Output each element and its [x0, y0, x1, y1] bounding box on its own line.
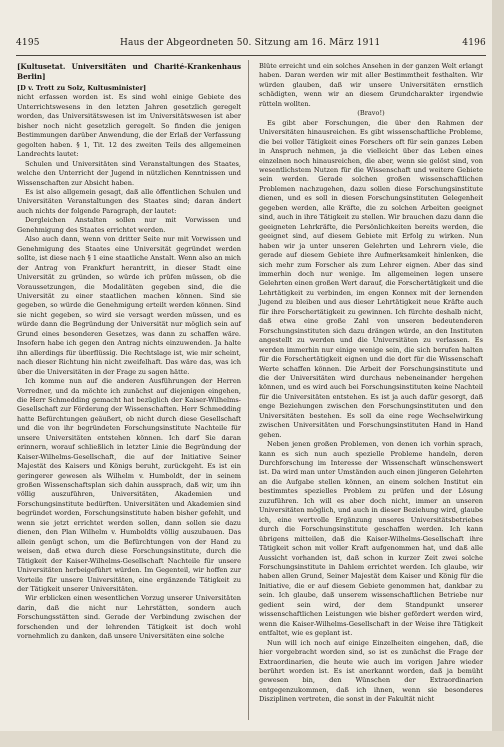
page-bottom-edge	[0, 731, 504, 747]
paragraph: Also auch dann, wenn von dritter Seite nur mit Vorwissen und Genehmigung des Staates eine Universität gegründet werden sollte, ist diese nach § 1 eine staatliche Anstalt. Wenn also an mich der Antrag von Frankfurt herantritt, in dieser Stadt eine Universität zu gründen, so würde ich prüfen müssen, ob die Voraussetzungen, die Modalitäten gegeben sind, die die Universität zu einer staatlichen machen können. Sind sie gegeben, so würde die Genehmigung erteilt werden können. Sind sie nicht gegeben, so wird sie versagt werden müssen, und es würde dann die Begründung der Universität nur möglich sein auf Grund eines besonderen Gesetzes, was dann zu schaffen wäre. Insofern habe ich gegen den Antrag nichts einzuwenden. Ja halte ihn allerdings für überflüssig. Die Rechtslage ist, wie mir scheint, nach dieser Richtung hin nicht zweifelhaft. Das wäre das, was ich über die Universitäten in der Frage zu sagen hätte.	[17, 235, 241, 376]
quoted-text: Dergleichen Anstalten sollen nur mit Vorwissen und Genehmigung des Staates errichtet werden.	[17, 216, 241, 234]
speaker-name: [D v. Trott zu Solz, Kultusminister]	[17, 84, 147, 92]
paragraph: Es gibt aber Forschungen, die über den Rahmen der Universitäten hinausreichen. Es gibt wissenschaftliche Probleme, die bei voller Tätigkeit eines Forschers oft für sein ganzes Leben in Anspruch nehmen, ja die vielleicht über das Leben eines einzelnen noch hinausreichen, die aber, wenn sie gelöst sind, von wesentlichstem Nutzen für die Wissenschaft und weitere Gebiete sein werden. Gerade solchen großen wissenschaftlichen Problemen nachzugehen, dazu sollen diese Forschungsinstitute dienen, und es soll in diesen Forschungsinstituten Gelegenheit gegeben werden, alle Kräfte, die zu solchen Arbeiten geeignet sind, auch in ihre Tätigkeit zu stellen. Wir brauchen dazu dann die geeigneten Lehrkräfte, die Persönlichkeiten bereits werden, die geeignet sind, auf diesem Gebiete mit Erfolg zu wirken. Nun haben wir ja unter unseren Gelehrten und Lehrern viele, die gerade auf diesem Gebiete ihre Aufmerksamkeit hinlenken, die sich mehr zum Forscher als zum Lehrer eignen. Aber das sind immerhin doch nur wenige. Im allgemeinen legen unsere Gelehrten einen großen Wert darauf, die Forschertätigkeit und die Lehrtätigkeit zu verbinden, im engen Konnex mit der lernenden Jugend zu bleiben und aus dieser Lehrtätigkeit neue Kräfte auch für ihre Forschertätigkeit zu gewinnen. Ich fürchte deshalb nicht, daß etwa eine große Zahl von unseren bedeutenderen Forschungsinstituten sich dazu drängen würde, an den Instituten angestellt zu werden und die Universitäten zu verlassen. Es werden immerhin nur einige wenige sein, die sich berufen halten für die Forschertätigkeit eignen und die dort für die Wissenschaft Werte schaffen können. Die Arbeit der Forschungsinstitute und die der Universitäten wird durchaus nebeneinander hergehen können, und es wird auch bei Forschungsinstituten keine Nachteil für die Universitäten entstehen. Es ist ja auch dafür gesorgt, daß enge Beziehungen zwischen den Forschungsinstituten und den Universitäten bestehen. Es soll da eine rege Wechselwirkung zwischen Universitäten und Forschungsinstituten Hand in Hand gehen.	[259, 118, 483, 439]
paragraph: nicht erfassen worden ist. Es sind wohl einige Gebiete des Unterrichtswesens in den letzten Jahren gesetzlich geregelt worden, das Universitätswesen ist im Universitätswesen ist aber bisher noch nicht gesetzlich geregelt. So finden die jenigen Bestimmungen darüber Anwendung, die der Erlaß der Verfassung gegolten haben. § 1, Tit. 12 des zweiten Teils des allgemeinen Landrechts lautet:	[17, 93, 241, 159]
page-edge-shadow	[492, 0, 504, 747]
quoted-text: Schulen und Universitäten sind Veranstaltungen des Staates, welche den Unterricht der Jugend in nützlichen Kenntnissen und Wissenschaften zur Absicht haben.	[17, 159, 241, 187]
page-header	[16, 38, 486, 54]
left-column	[17, 62, 241, 642]
right-column	[259, 62, 483, 705]
page-number-left: 4195	[16, 38, 40, 48]
paragraph: Blüte erreicht und ein solches Ansehen in der ganzen Welt erlangt haben. Daran werden wir mit aller Bestimmtheit festhalten. Wir würden glauben, daß wir unsere Universitäten ernstlich schädigten, wenn wir an diesem Grundcharakter irgendwie rütteln wollten.	[259, 62, 483, 108]
header-title: Haus der Abgeordneten 50. Sitzung am 16. März 1911	[120, 38, 381, 48]
column-divider	[248, 60, 249, 720]
paragraph: Es ist also allgemein gesagt, daß alle öffentlichen Schulen und Universitäten Veranstaltungen des Staates sind; daran ändert auch nichts der folgende Paragraph, der lautet:	[17, 187, 241, 215]
page-number-right: 4196	[462, 38, 486, 48]
paragraph: Nun will ich noch auf einige Einzelheiten eingehen, daß, die hier vorgebracht worden sind, so ist es zunächst die Frage der Extraordinarien, die heute wie auch im vorigen Jahre wieder berührt worden ist. Es ist anerkannt worden, daß ja bemüht gewesen bin, den Wünschen der Extraordinarien entgegenzukommen, daß ich ihnen, wenn sie besonderes Disziplinen vertreten, die sonst in der Fakultät nicht	[259, 638, 483, 704]
paragraph: Wir erblicken einen wesentlichen Vorzug unserer Universitäten darin, daß die nicht nur Lehrstätten, sondern auch Forschungsstätten sind. Gerade der Verbindung zwischen der forschenden und der lehrenden Tätigkeit ist doch wohl vornehmlich zu danken, daß unsere Universitäten eine solche	[17, 594, 241, 641]
interjection: (Bravo!)	[357, 109, 385, 118]
header-rule	[16, 55, 486, 56]
paragraph: Ich komme nun auf die anderen Ausführungen der Herren Vorredner, und da möchte ich zunächst auf diejenigen eingehen, die Herr Schmedding gemacht hat bezüglich der Kaiser-Wilhelms-Gesellschaft zur Förderung der Wissenschaften. Herr Schmedding hatte Befürchtungen geäußert, ob nicht durch diese Gesellschaft und die von ihr begründeten Forschungsinstitute Nachteile für unsere Universitäten entstehen können. Ich darf Sie daran erinnern, worauf schließlich in letzter Linie die Begründung der Kaiser-Wilhelms-Gesellschaft, die auf der Initiative Seiner Majestät des Kaisers und Königs beruht, zurückgeht. Es ist ein geringerer gewesen als Wilhelm v. Humboldt, der in seinem großen Wissenschaftsplan sich dahin aussprach, daß wir, um ihn völlig auszuführen, Universitäten, Akademien und Forschungsinstitute bedürften. Universitäten und Akademien sind begründet worden, Forschungsinstitute haben bisher gefehlt, und wenn sie jetzt errichtet werden sollen, dann sollen sie dazu dienen, den Plan Wilhelm v. Humboldts völlig auszubauen. Das allein genügt schon, um die Befürchtungen von der Hand zu weisen, daß etwa durch diese Forschungsinstitute, durch die Tätigkeit der Kaiser-Wilhelms-Gesellschaft Nachteile für unsere Universitäten herbeigeführt würden. Im Gegenteil, wir hoffen zur Vorteile für unsere Universitäten, eine ergänzende Tätigkeit zu der Tätigkeit unserer Universitäten.	[17, 377, 241, 594]
paragraph: Neben jenen großen Problemen, von denen ich vorhin sprach, kann es sich nun auch spezielle Probleme handeln, deren Durchforschung im Interesse der Wissenschaft wünschenswert ist. Da wird man unter Umständen auch einen jüngeren Gelehrten an die Aufgabe stellen können, an einem solchen Institut ein bestimmtes spezielles Problem zu prüfen und der Lösung zuzuführen. Ich will es aber doch nicht, immer an unseren Universitäten möglich, und auch in dieser Beziehung wird, glaube ich, eine wertvolle Ergänzung unseres Universitätsbetriebes durch die Forschungsinstitute geschaffen werden. Ich kann übrigens mitteilen, daß die Kaiser-Wilhelms-Gesellschaft ihre Tätigkeit schon mit voller Kraft aufgenommen hat, und daß alle Aussicht vorhanden ist, daß schon in kurzer Zeit zwei solche Forschungsinstitute in Dahlem errichtet werden. Ich glaube, wir haben allen Grund, Seiner Majestät dem Kaiser und König für die Initiative, die er auf diesem Gebiete genommen hat, dankbar zu sein. Ich glaube, daß unserem wissenschaftlichen Betriebe nur gedient sein wird, der dem Standpunkt unserer wissenschaftlichen Leistungen wie bisher gefördert werden wird, wenn die Kaiser-Wilhelms-Gesellschaft in der Weise ihre Tätigkeit entfaltet, wie es geplant ist.	[259, 440, 483, 638]
section-heading: [Kultusetat. Universitäten und Charité-Krankenhaus Berlin]	[17, 62, 241, 81]
speaker-line	[17, 84, 241, 93]
